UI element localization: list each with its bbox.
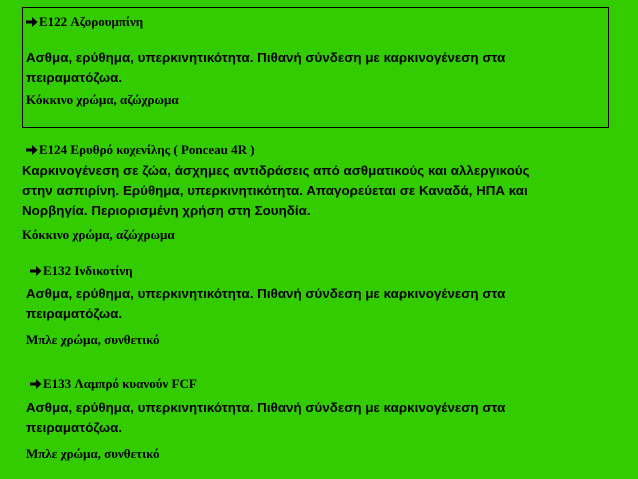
description-line: στην ασπιρίνη. Ερύθημα, υπερκινητικότητα. Απαγορεύεται σε Καναδά, ΗΠΑ και	[22, 183, 528, 198]
heading-text: E124 Ερυθρό κοχενίλης ( Ponceau 4R )	[39, 142, 255, 157]
color-note: Μπλε χρώμα, συνθετικό	[26, 332, 160, 347]
section-e122	[26, 14, 505, 108]
section-heading	[30, 376, 197, 392]
arrow-right-icon	[26, 144, 38, 156]
section-e133	[30, 376, 197, 392]
description-line: Καρκινογένεση σε ζώα, άσχημες αντιδράσεις από ασθματικούς και αλλεργικούς	[22, 163, 530, 178]
arrow-right-icon	[30, 378, 42, 390]
section-e124-body	[22, 161, 530, 243]
color-note: Μπλε χρώμα, συνθετικό	[26, 446, 160, 461]
heading-text: E132 Ινδικοτίνη	[43, 263, 133, 278]
section-e124	[26, 142, 255, 158]
section-e132	[30, 263, 133, 279]
description-line: πειραματόζωα.	[26, 70, 123, 85]
section-e132-body	[26, 284, 505, 348]
section-heading	[30, 263, 133, 279]
heading-text: E122 Αζορουμπίνη	[39, 14, 144, 29]
heading-text: E133 Λαμπρό κυανούν FCF	[43, 376, 197, 391]
description-line: Ασθμα, ερύθημα, υπερκινητικότητα. Πιθανή σύνδεση με καρκινογένεση στα	[26, 50, 506, 65]
color-note: Κόκκινο χρώμα, αζώχρωμα	[22, 227, 175, 242]
description-line: πειραματόζωα.	[26, 306, 123, 321]
section-heading	[26, 14, 505, 30]
arrow-right-icon	[26, 16, 38, 28]
description-line: Ασθμα, ερύθημα, υπερκινητικότητα. Πιθανή σύνδεση με καρκινογένεση στα	[26, 286, 506, 301]
section-e133-body	[26, 398, 505, 462]
description-line: Ασθμα, ερύθημα, υπερκινητικότητα. Πιθανή σύνδεση με καρκινογένεση στα	[26, 400, 506, 415]
color-note: Κόκκινο χρώμα, αζώχρωμα	[26, 92, 179, 107]
description-line: πειραματόζωα.	[26, 420, 123, 435]
section-heading	[26, 142, 255, 158]
arrow-right-icon	[30, 265, 42, 277]
description-line: Νορβηγία. Περιορισμένη χρήση στη Σουηδία.	[22, 203, 311, 218]
